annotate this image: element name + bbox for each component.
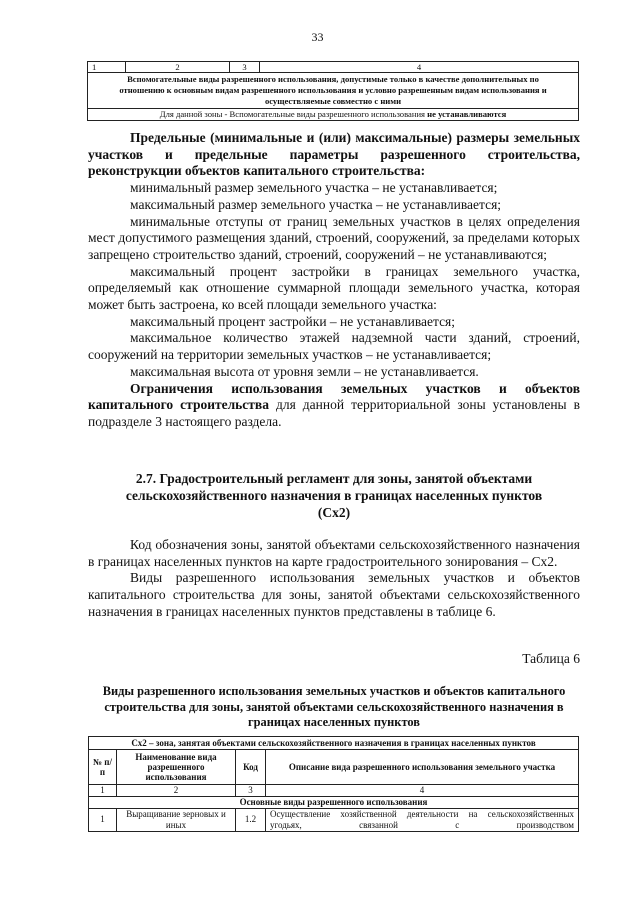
restrictions-paragraph: [88, 381, 580, 431]
row-name: Выращивание зерновых и иных: [117, 808, 236, 831]
section-title: 2.7. Градостроительный регламент для зоны, занятой объектами сельскохозяйственного назначения в границах населенных пунктов: [125, 471, 543, 503]
top-table-col-3: 3: [230, 62, 260, 73]
column-description: Описание вида разрешенного использования земельного участка: [266, 750, 579, 785]
table-row: [89, 808, 579, 831]
zone-note-prefix: Для данной зоны - Вспомогательные виды разрешенного использования: [159, 109, 428, 119]
zone-note: [88, 109, 579, 121]
limits-heading: Предельные (минимальные и (или) максимальные) размеры земельных участков и предельные параметры разрешенного строительства, реконструкции объектов капитального строительства:: [88, 130, 580, 179]
auxiliary-uses-title: Вспомогательные виды разрешенного использования, допустимые только в качестве дополнительных по отношению к основным видам разрешенного использования и условно разрешенным видам использования и осуществляемые совместно с ними: [88, 73, 579, 109]
column-index: 4: [266, 785, 579, 796]
table-label: Таблица 6: [522, 651, 580, 666]
top-table-col-2: 2: [126, 62, 230, 73]
zone-description: [88, 537, 580, 621]
limit-item: максимальный размер земельного участка – не устанавливается;: [130, 196, 502, 212]
column-code: Код: [236, 750, 266, 785]
column-number: № п/п: [89, 750, 117, 785]
section-code: (Сх2): [317, 505, 351, 520]
zone-code-paragraph: Код обозначения зоны, занятой объектами сельскохозяйственного назначения в границах населенных пунктов на карте градостроительного зонирования – Сх2.: [88, 537, 580, 569]
top-table: [87, 61, 579, 121]
table-6-numbers-row: [89, 785, 579, 796]
row-description: Осуществление хозяйственной деятельности на сельскохозяйственных угодьях, связанной с производством: [266, 808, 579, 831]
limit-item: минимальные отступы от границ земельных участков в целях определения мест допустимого размещения зданий, строений, сооружений, за пределами которых запрещено строительство зданий, строений, сооружений – не устанавливаются;: [88, 213, 580, 262]
limit-item: максимальное количество этажей надземной части зданий, строений, сооружений на территории земельных участков – не устанавливается;: [88, 330, 580, 363]
zone-uses-paragraph: Виды разрешенного использования земельных участков и объектов капитального строительства для зоны, занятой объектами сельскохозяйственного назначения в границах населенных пунктов представлены в таблице 6.: [88, 570, 580, 619]
top-table-col-4: 4: [260, 62, 579, 73]
table-6-columns-row: [89, 750, 579, 785]
page-number: 33: [311, 30, 324, 44]
limit-item: минимальный размер земельного участка – не устанавливается;: [130, 180, 498, 196]
zone-note-row: [88, 109, 579, 121]
top-table-col-1: 1: [88, 62, 126, 73]
auxiliary-uses-row: [88, 73, 579, 109]
table-title: Виды разрешенного использования земельных участков и объектов капитального строительства для зоны, занятой объектами сельскохозяйственного назначения в границах населенных пунктов: [102, 684, 566, 729]
column-index: 3: [236, 785, 266, 796]
restrictions-bold: Ограничения использования земельных участков и объектов капитального строительства: [88, 380, 580, 413]
limit-item: максимальный процент застройки – не устанавливается;: [130, 313, 456, 329]
top-table-header-row: [88, 62, 579, 73]
table-6-zone-header: Сх2 – зона, занятая объектами сельскохозяйственного назначения в границах населенных пунктов: [89, 737, 579, 750]
column-name: Наименование вида разрешенного использования: [117, 750, 236, 785]
main-uses-subheader: Основные виды разрешенного использования: [89, 796, 579, 808]
row-code: 1.2: [236, 808, 266, 831]
row-number: 1: [89, 808, 117, 831]
limit-item: максимальный процент застройки в границах земельного участка, определяемый как отношение суммарной площади земельного участка, которая может быть застроена, ко всей площади земельного участка:: [88, 263, 580, 313]
table-6: [88, 736, 579, 832]
column-index: 1: [89, 785, 117, 796]
table-6-zone-row: [89, 737, 579, 750]
column-index: 2: [117, 785, 236, 796]
limit-item: максимальная высота от уровня земли – не устанавливается.: [130, 363, 479, 379]
section-heading: [88, 470, 580, 521]
table-6-subheader-row: [89, 796, 579, 808]
limits-section: [88, 130, 580, 431]
zone-note-bold: не устанавливаются: [427, 109, 507, 119]
restrictions-rest: для данной территориальной зоны установлены в подразделе 3 настоящего раздела.: [88, 397, 581, 429]
